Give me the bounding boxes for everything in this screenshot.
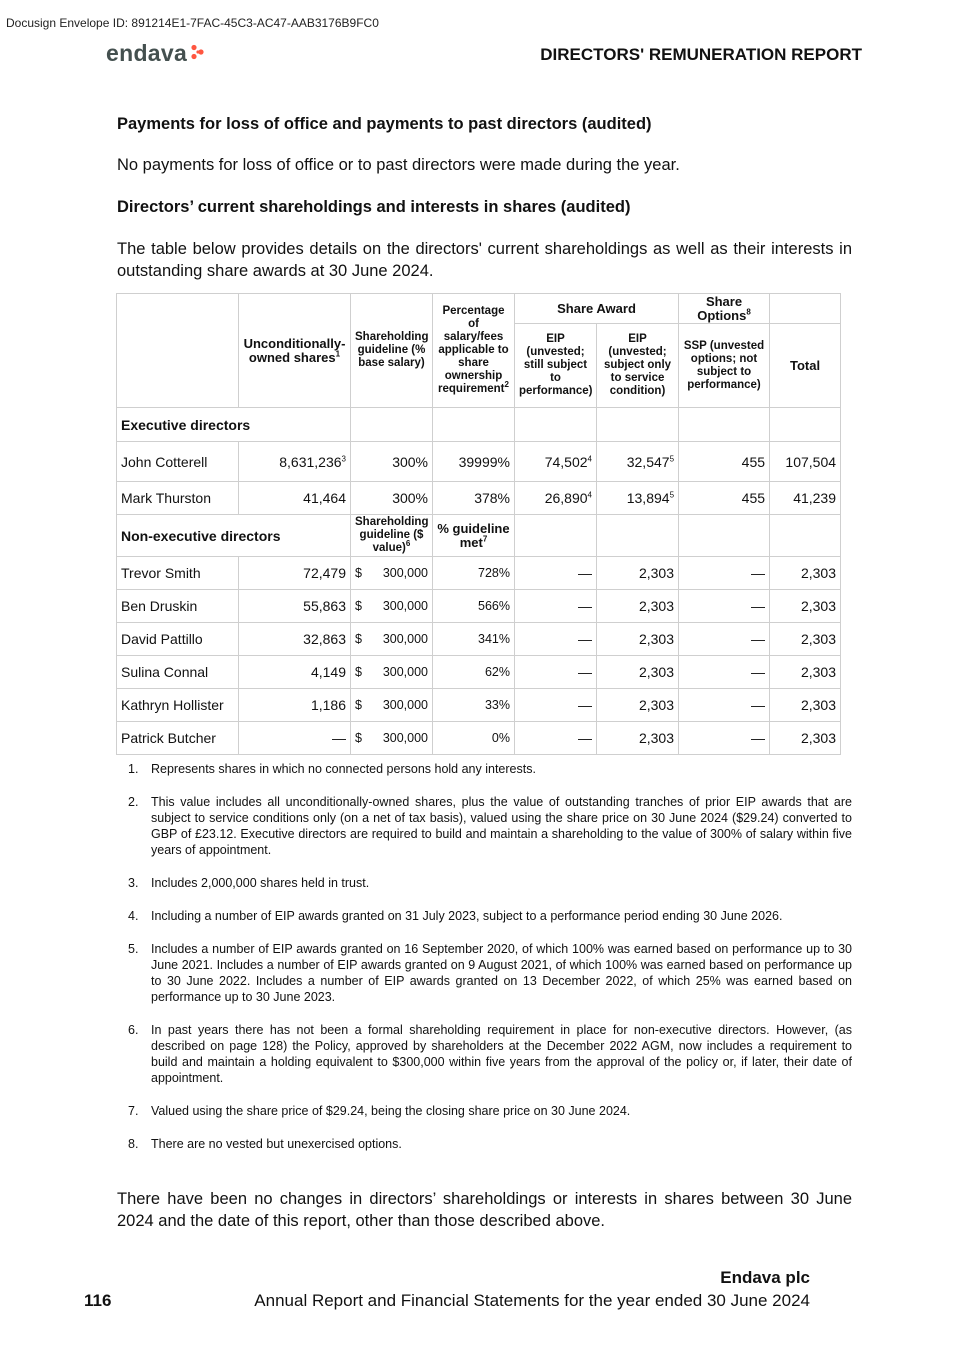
shares-cell: 4,149 <box>239 656 351 689</box>
section-row-non-executive <box>117 515 841 557</box>
eip-service-cell: 2,303 <box>597 590 679 623</box>
shares-cell: 32,863 <box>239 623 351 656</box>
guideline-amount: 300,000 <box>382 731 428 745</box>
shareholdings-table <box>116 293 841 755</box>
table-row <box>117 442 841 482</box>
table-row <box>117 557 841 590</box>
footnote-item <box>128 908 852 924</box>
director-name: Sulina Connal <box>117 656 239 689</box>
heading-shareholdings: Directors’ current shareholdings and interests in shares (audited) <box>117 198 631 216</box>
currency-symbol: $ <box>355 566 362 580</box>
eip-service-cell: 2,303 <box>597 623 679 656</box>
header-ne-guideline: Shareholding guideline ($ value)$^6$ <box>351 515 433 557</box>
table-row <box>117 689 841 722</box>
eip-perf-cell: — <box>515 590 597 623</box>
eip-service-cell: 32,547$^5$ <box>597 442 679 482</box>
pct-met-cell: 0% <box>433 722 515 755</box>
footnote-text: Including a number of EIP awards granted on 31 July 2023, subject to a performance period ending 30 June 2026. <box>151 909 783 923</box>
footnote-number: 8. <box>128 1137 139 1151</box>
guideline-amount: 300,000 <box>382 632 428 646</box>
guideline-amount: 300,000 <box>382 665 428 679</box>
executive-directors-label: Executive directors <box>117 408 351 442</box>
guideline-amount: 300,000 <box>382 566 428 580</box>
currency-symbol: $ <box>355 731 362 745</box>
table-row <box>117 722 841 755</box>
footnote-number: 3. <box>128 876 139 890</box>
table-header-row-1 <box>117 294 841 324</box>
logo-wordmark: endava <box>106 40 188 66</box>
eip-perf-cell: — <box>515 623 597 656</box>
guideline-value-cell <box>351 656 433 689</box>
total-cell: 2,303 <box>770 722 841 755</box>
eip-perf-cell: — <box>515 656 597 689</box>
director-name: Mark Thurston <box>117 482 239 515</box>
shares-cell: 1,186 <box>239 689 351 722</box>
director-name: Kathryn Hollister <box>117 689 239 722</box>
pct-cell: 378% <box>433 482 515 515</box>
shares-cell: — <box>239 722 351 755</box>
footer-subtitle: Annual Report and Financial Statements for the year ended 30 June 2024 <box>254 1291 810 1310</box>
pct-met-cell: 341% <box>433 623 515 656</box>
header-ssp: SSP (unvested options; not subject to performance) <box>679 324 770 408</box>
footnote-text: Includes 2,000,000 shares held in trust. <box>151 876 370 890</box>
header-eip-performance: EIP (unvested; still subject to performance) <box>515 324 597 408</box>
eip-service-cell: 2,303 <box>597 557 679 590</box>
eip-perf-cell: — <box>515 557 597 590</box>
guideline-value-cell <box>351 623 433 656</box>
footnote-number: 2. <box>128 795 139 809</box>
total-cell: 2,303 <box>770 689 841 722</box>
guideline-cell: 300% <box>351 442 433 482</box>
footnote-text: Valued using the share price of $29.24, being the closing share price on 30 June 2024. <box>151 1104 631 1118</box>
pct-met-cell: 566% <box>433 590 515 623</box>
guideline-amount: 300,000 <box>382 599 428 613</box>
currency-symbol: $ <box>355 698 362 712</box>
header-shareholding-guideline: Shareholding guideline (% base salary) <box>351 294 433 408</box>
ssp-cell: 455 <box>679 442 770 482</box>
footnote-item <box>128 875 852 891</box>
eip-service-cell: 2,303 <box>597 689 679 722</box>
footnote-item <box>128 1136 852 1152</box>
footnote-item <box>128 1103 852 1119</box>
header-total: Total <box>770 324 841 408</box>
ssp-cell: — <box>679 557 770 590</box>
footnote-number: 4. <box>128 909 139 923</box>
ssp-cell: — <box>679 722 770 755</box>
guideline-amount: 300,000 <box>382 698 428 712</box>
table-row <box>117 656 841 689</box>
footnote-number: 1. <box>128 762 139 776</box>
director-name: Patrick Butcher <box>117 722 239 755</box>
non-executive-directors-label: Non-executive directors <box>117 515 351 557</box>
footnote-text: Includes a number of EIP awards granted on 16 September 2020, of which 100% was earned based on performance up to 30 June 2021. Includes a number of EIP awards granted on 9 August 2021, of which 100% was earned based on performance up to 30 June 2022. Includes a number of EIP awards granted on 13 December 2022, of which 25% was earned based on performance up to 30 June 2023. <box>151 942 852 1004</box>
pct-met-cell: 728% <box>433 557 515 590</box>
header-share-award: Share Award <box>515 294 679 324</box>
currency-symbol: $ <box>355 632 362 646</box>
ssp-cell: — <box>679 689 770 722</box>
guideline-value-cell <box>351 689 433 722</box>
shares-cell: 55,863 <box>239 590 351 623</box>
eip-service-cell: 2,303 <box>597 656 679 689</box>
total-cell: 107,504 <box>770 442 841 482</box>
eip-perf-cell: 74,502$^4$ <box>515 442 597 482</box>
eip-perf-cell: — <box>515 722 597 755</box>
total-cell: 2,303 <box>770 590 841 623</box>
header-blank-cell <box>117 294 239 408</box>
table-row <box>117 623 841 656</box>
eip-perf-cell: — <box>515 689 597 722</box>
footer-company: Endava plc <box>720 1268 810 1287</box>
table-row <box>117 590 841 623</box>
pct-met-cell: 33% <box>433 689 515 722</box>
section-title: DIRECTORS' REMUNERATION REPORT <box>540 45 862 64</box>
currency-symbol: $ <box>355 599 362 613</box>
header-percentage-salary: Percentage of salary/fees applicable to share ownership requirement$^2$ <box>433 294 515 408</box>
footnote-text: Represents shares in which no connected persons hold any interests. <box>151 762 536 776</box>
shares-cell: 72,479 <box>239 557 351 590</box>
shares-cell: 8,631,236$^3$ <box>239 442 351 482</box>
header-ne-pct-met: % guideline met$^7$ <box>433 515 515 557</box>
page-number: 116 <box>84 1291 112 1310</box>
footnote-number: 5. <box>128 942 139 956</box>
footnote-item <box>128 941 852 1005</box>
director-name: Ben Druskin <box>117 590 239 623</box>
guideline-cell: 300% <box>351 482 433 515</box>
currency-symbol: $ <box>355 665 362 679</box>
total-cell: 2,303 <box>770 623 841 656</box>
closing-paragraph: There have been no changes in directors’ shareholdings or interests in shares between 30 June 2024 and the date of this report, other than those described above. <box>117 1190 852 1230</box>
paragraph-shareholdings-intro: The table below provides details on the directors' current shareholdings as well as their interests in outstanding share awards at 30 June 2024. <box>117 240 852 280</box>
footnote-number: 6. <box>128 1023 139 1037</box>
director-name: John Cotterell <box>117 442 239 482</box>
ssp-cell: 455 <box>679 482 770 515</box>
ssp-cell: — <box>679 623 770 656</box>
total-cell: 2,303 <box>770 557 841 590</box>
director-name: Trevor Smith <box>117 557 239 590</box>
ssp-cell: — <box>679 656 770 689</box>
ssp-cell: — <box>679 590 770 623</box>
paragraph-loss-of-office: No payments for loss of office or to past directors were made during the year. <box>117 156 680 174</box>
footnote-item <box>128 794 852 858</box>
footnote-text: There are no vested but unexercised options. <box>151 1137 402 1151</box>
eip-service-cell: 2,303 <box>597 722 679 755</box>
footnotes-list <box>128 761 852 1169</box>
heading-loss-of-office: Payments for loss of office and payments to past directors (audited) <box>117 115 652 133</box>
guideline-value-cell <box>351 722 433 755</box>
header-blank-cell <box>770 294 841 324</box>
logo-mark-icon <box>190 44 206 65</box>
table-row <box>117 482 841 515</box>
footnote-number: 7. <box>128 1104 139 1118</box>
eip-perf-cell: 26,890$^4$ <box>515 482 597 515</box>
header-unconditional-shares: Unconditionally-owned shares$^1$ <box>239 294 351 408</box>
endava-logo <box>106 40 206 67</box>
guideline-value-cell <box>351 590 433 623</box>
footnote-item <box>128 1022 852 1086</box>
footnote-item <box>128 761 852 777</box>
guideline-value-cell <box>351 557 433 590</box>
footnote-text: In past years there has not been a formal shareholding requirement in place for non-executive directors. However, (as described on page 128) the Policy, approved by shareholders at the December 2022 AGM, now includes a requirement to build and maintain a holding equivalent to $300,000 within five years from the approval of the policy or, if later, their date of appointment. <box>151 1023 852 1085</box>
footnote-text: This value includes all unconditionally-owned shares, plus the value of outstanding tranches of prior EIP awards that are subject to service conditions only (on a net of tax basis), valued using the share price on 30 June 2024 ($29.24) converted to GBP of £23.12. Executive directors are required to build and maintain a shareholding to the value of 300% of salary within five years of appointment. <box>151 795 852 857</box>
total-cell: 41,239 <box>770 482 841 515</box>
non-executive-rows <box>117 557 841 755</box>
pct-met-cell: 62% <box>433 656 515 689</box>
docusign-envelope-id: Docusign Envelope ID: 891214E1-7FAC-45C3-AC47-AAB3176B9FC0 <box>6 16 379 30</box>
pct-cell: 39999% <box>433 442 515 482</box>
shares-cell: 41,464 <box>239 482 351 515</box>
director-name: David Pattillo <box>117 623 239 656</box>
header-eip-service: EIP (unvested; subject only to service condition) <box>597 324 679 408</box>
eip-service-cell: 13,894$^5$ <box>597 482 679 515</box>
section-row-executive <box>117 408 841 442</box>
total-cell: 2,303 <box>770 656 841 689</box>
header-share-options: Share Options$^8$ <box>679 294 770 324</box>
